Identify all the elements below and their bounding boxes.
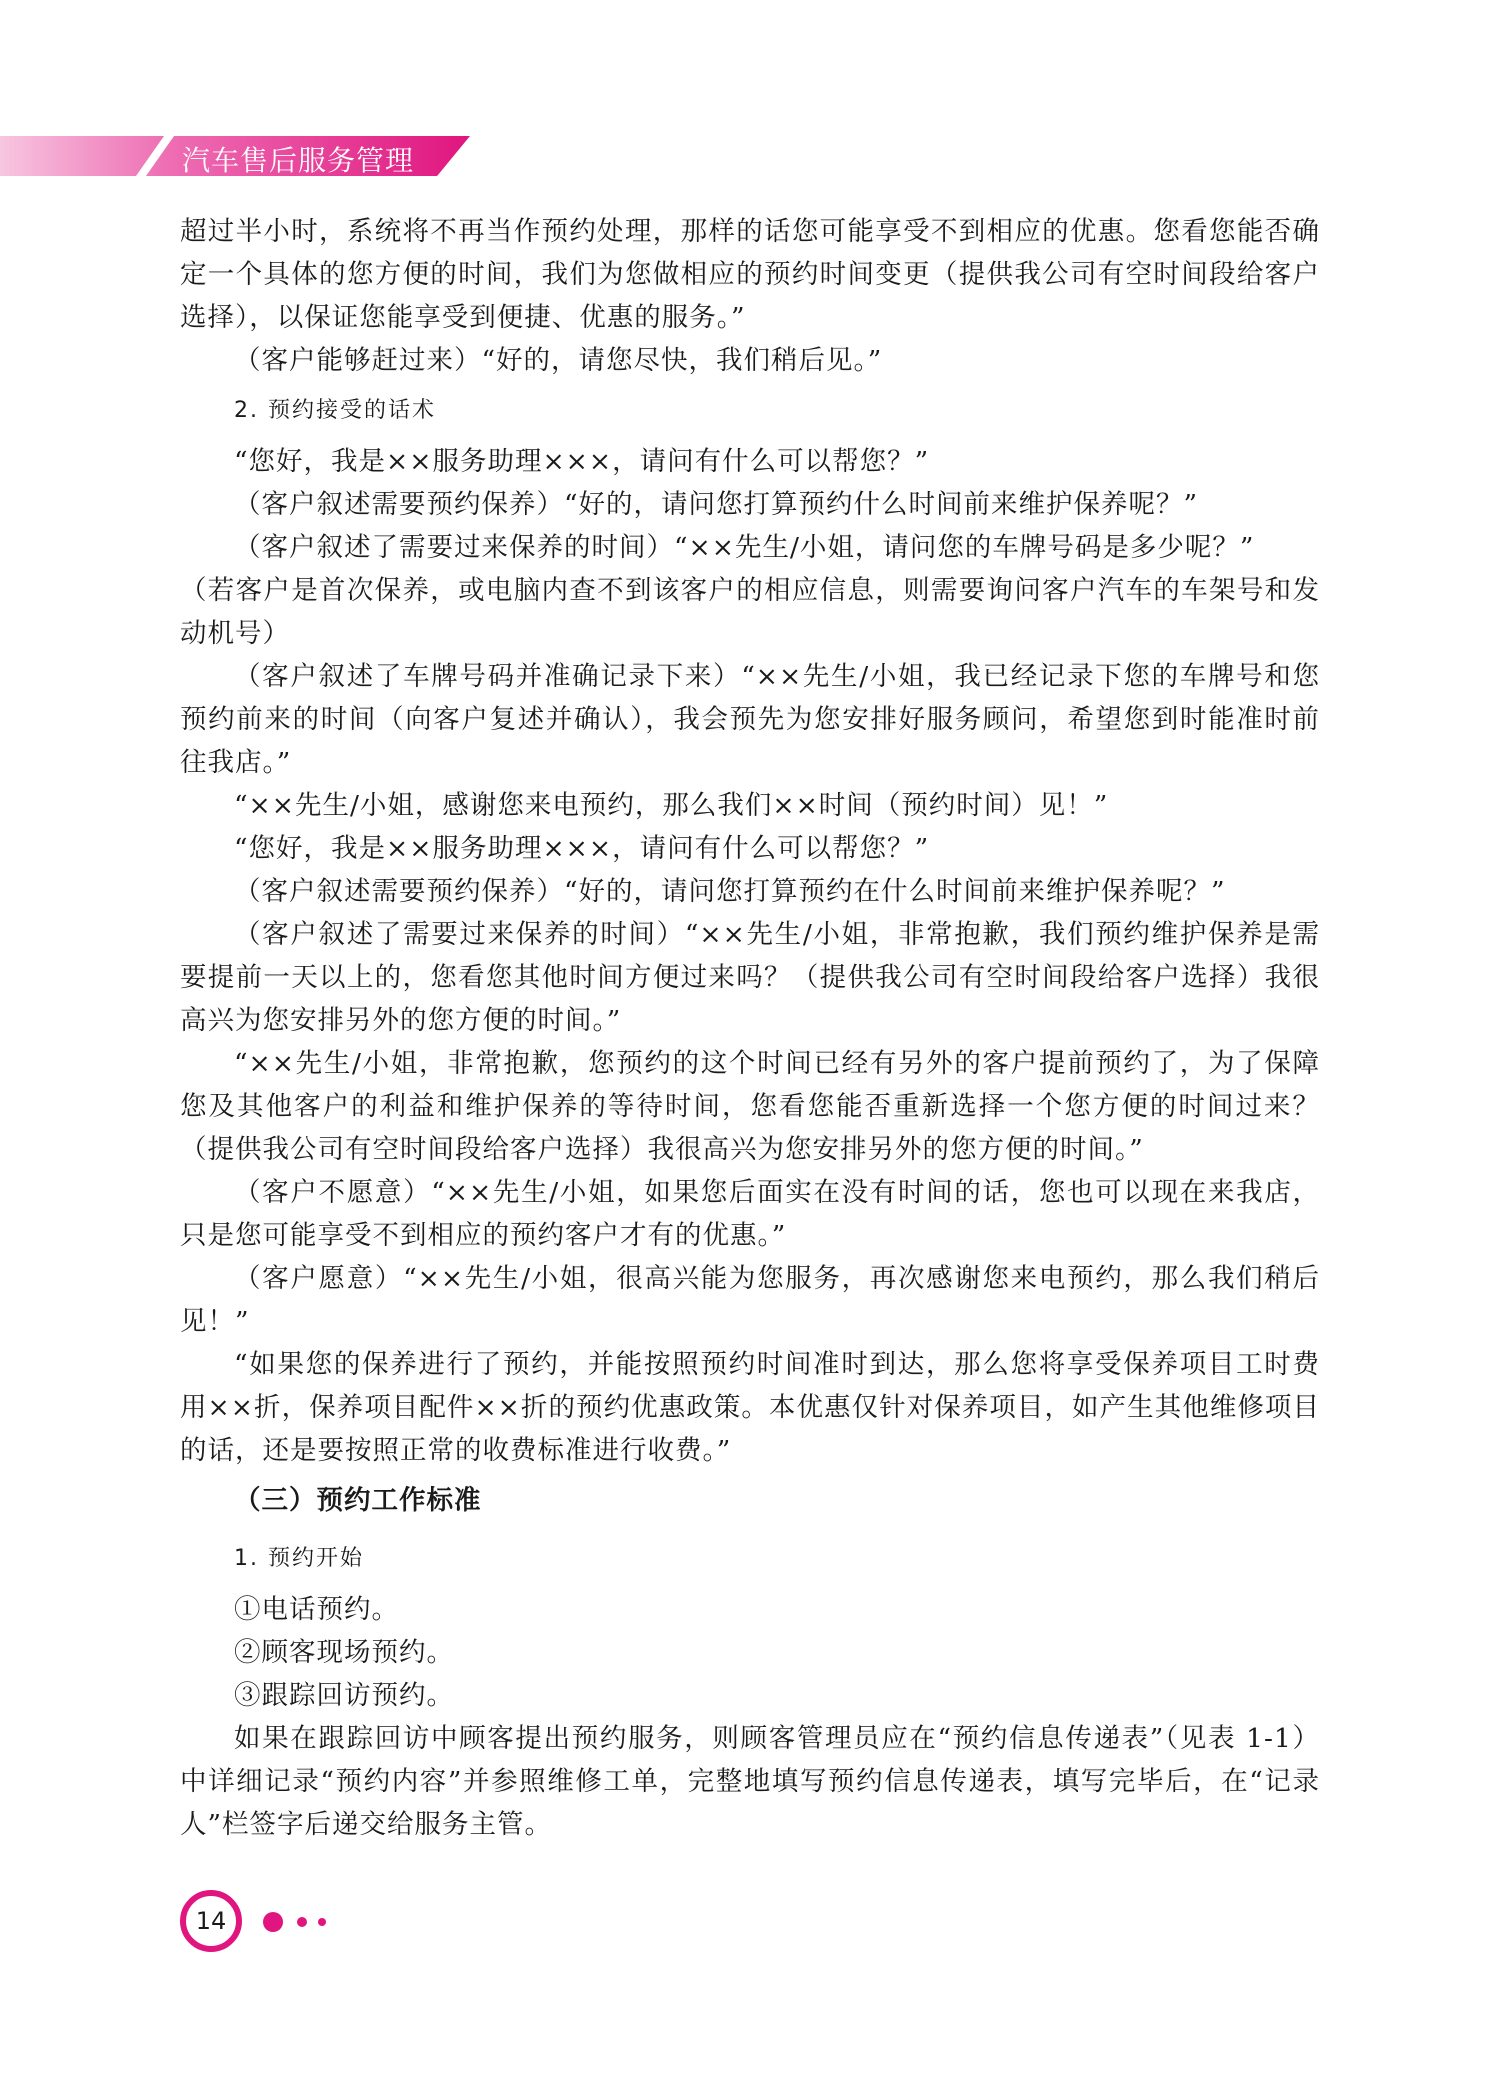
paragraph: （客户叙述需要预约保养）“好的，请问您打算预约什么时间前来维护保养呢？”: [234, 489, 1199, 520]
paragraph: “如果您的保养进行了预约，并能按照预约时间准时到达，那么您将享受保养项目工时费用××折，保养项目配件××折的预约优惠政策。本优惠仅针对保养项目，如产生其他维修项目的话，还是要按照正常的收费标准进行收费。”: [180, 1349, 1320, 1466]
paragraph: （客户愿意）“××先生/小姐，很高兴能为您服务，再次感谢您来电预约，那么我们稍后见！”: [180, 1263, 1320, 1337]
page-number: 14: [195, 1907, 227, 1935]
paragraph: “您好，我是××服务助理×××，请问有什么可以帮您？”: [234, 446, 930, 477]
list-item: ③跟踪回访预约。: [234, 1680, 454, 1711]
section-heading: （三）预约工作标准: [234, 1485, 482, 1516]
running-header-title: 汽车售后服务管理: [182, 144, 415, 177]
paragraph: （客户叙述需要预约保养）“好的，请问您打算预约在什么时间前来维护保养呢？”: [234, 876, 1226, 907]
paragraph: “××先生/小姐，感谢您来电预约，那么我们××时间（预约时间）见！”: [234, 790, 1109, 821]
list-item: ②顾客现场预约。: [234, 1637, 454, 1668]
list-item: ①电话预约。: [234, 1594, 399, 1625]
paragraph: “××先生/小姐，非常抱歉，您预约的这个时间已经有另外的客户提前预约了，为了保障您及其他客户的利益和维护保养的等待时间，您看您能否重新选择一个您方便的时间过来？（提供我公司有空时间段给客户选择）我很高兴为您安排另外的您方便的时间。”: [180, 1048, 1320, 1165]
paragraph: （若客户是首次保养，或电脑内查不到该客户的相应信息，则需要询问客户汽车的车架号和发动机号）: [180, 575, 1320, 649]
paragraph: 如果在跟踪回访中顾客提出预约服务，则顾客管理员应在“预约信息传递表”（见表 1-1）中详细记录“预约内容”并参照维修工单，完整地填写预约信息传递表，填写完毕后，在“记录人”栏签字后递交给服务主管。: [180, 1723, 1320, 1840]
subheading: 2. 预约接受的话术: [234, 398, 436, 423]
footer-dot-medium: [297, 1917, 307, 1927]
footer-dot-small: [318, 1918, 326, 1926]
paragraph: “您好，我是××服务助理×××，请问有什么可以帮您？”: [234, 833, 930, 864]
paragraph: （客户能够赶过来）“好的，请您尽快，我们稍后见。”: [234, 345, 883, 376]
paragraph: （客户叙述了需要过来保养的时间）“××先生/小姐，非常抱歉，我们预约维护保养是需要提前一天以上的，您看您其他时间方便过来吗？（提供我公司有空时间段给客户选择）我很高兴为您安排另外的您方便的时间。”: [180, 919, 1320, 1036]
footer-dot-large: [263, 1912, 283, 1932]
paragraph: （客户不愿意）“××先生/小姐，如果您后面实在没有时间的话，您也可以现在来我店，只是您可能享受不到相应的预约客户才有的优惠。”: [180, 1177, 1320, 1251]
subheading: 1. 预约开始: [234, 1546, 364, 1571]
page-content: [180, 210, 1320, 1846]
paragraph: 超过半小时，系统将不再当作预约处理，那样的话您可能享受不到相应的优惠。您看您能否确定一个具体的您方便的时间，我们为您做相应的预约时间变更（提供我公司有空时间段给客户选择），以保证您能享受到便捷、优惠的服务。”: [180, 216, 1320, 333]
paragraph: （客户叙述了车牌号码并准确记录下来）“××先生/小姐，我已经记录下您的车牌号和您预约前来的时间（向客户复述并确认），我会预先为您安排好服务顾问，希望您到时能准时前往我店。”: [180, 661, 1320, 778]
paragraph: （客户叙述了需要过来保养的时间）“××先生/小姐，请问您的车牌号码是多少呢？”: [234, 532, 1255, 563]
page-number-badge: [180, 1890, 242, 1952]
